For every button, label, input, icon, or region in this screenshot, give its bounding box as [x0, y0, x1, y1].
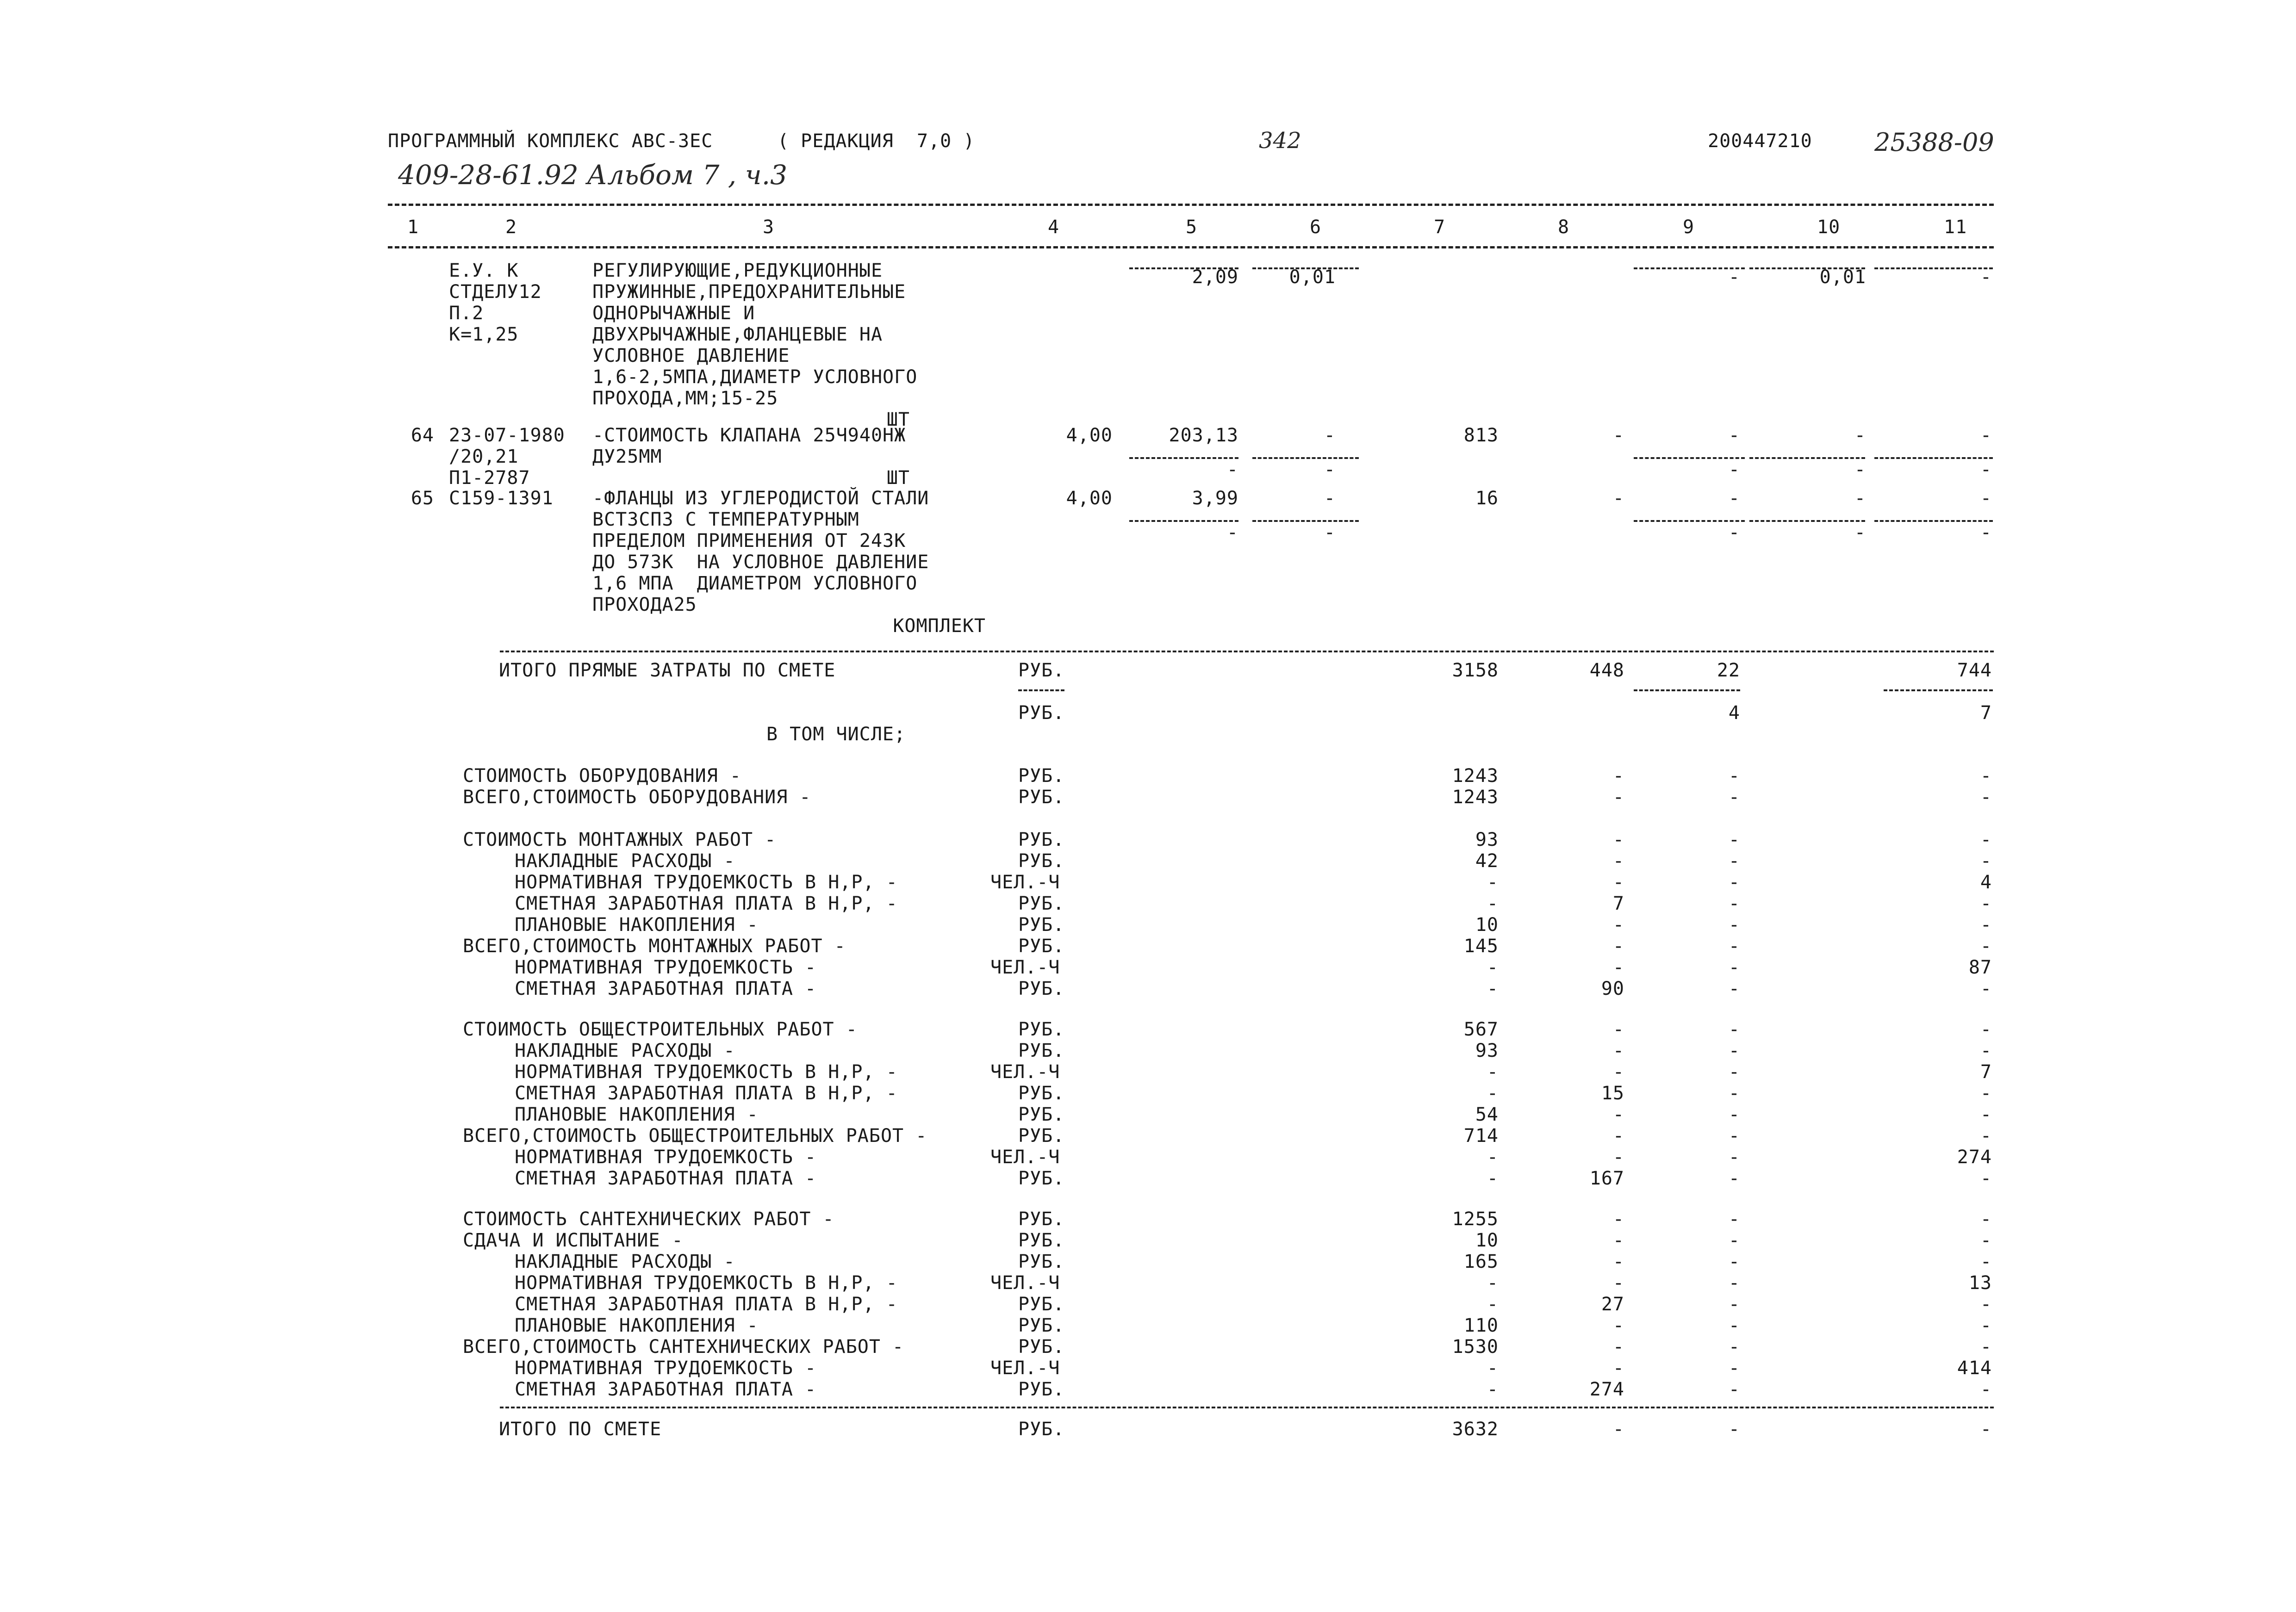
summary-v7: 10	[1475, 914, 1499, 936]
summary-unit: РУБ.	[1018, 1209, 1065, 1230]
summary-v11: -	[1980, 765, 1992, 787]
summary-label: СТОИМОСТЬ САНТЕХНИЧЕСКИХ РАБОТ -	[463, 1209, 834, 1230]
summary-label: НОРМАТИВНАЯ ТРУДОЕМКОСТЬ В Н,Р, -	[515, 1272, 898, 1294]
summary-unit: РУБ.	[1018, 1336, 1065, 1358]
summary-label: СТОИМОСТЬ МОНТАЖНЫХ РАБОТ -	[463, 829, 777, 850]
direct-costs-unit: РУБ.	[1018, 660, 1065, 681]
column-header-8: 8	[1558, 217, 1570, 238]
cell-v10: -	[1854, 488, 1866, 509]
summary-v9: -	[1728, 893, 1740, 914]
grand-total-rule	[500, 1407, 1994, 1408]
column-header-7: 7	[1434, 217, 1446, 238]
cell-divider	[1634, 689, 1740, 691]
summary-label: СМЕТНАЯ ЗАРАБОТНАЯ ПЛАТА В Н,Р, -	[515, 1294, 898, 1315]
summary-label: ВСЕГО,СТОИМОСТЬ САНТЕХНИЧЕСКИХ РАБОТ -	[463, 1336, 904, 1358]
cell-v10: -	[1854, 425, 1866, 446]
unit-of-measure: ШТ	[886, 409, 910, 430]
summary-v8: -	[1612, 1125, 1624, 1147]
cell-v10: 0,01	[1819, 266, 1866, 288]
summary-label: НАКЛАДНЫЕ РАСХОДЫ -	[515, 1040, 735, 1061]
summary-unit: РУБ.	[1018, 1168, 1065, 1189]
summary-label: ВСЕГО,СТОИМОСТЬ ОБОРУДОВАНИЯ -	[463, 787, 811, 808]
summary-v7: -	[1487, 1083, 1499, 1104]
subcell-s9: -	[1728, 521, 1740, 543]
summary-v7: -	[1487, 1147, 1499, 1168]
summary-v9: -	[1728, 1040, 1740, 1061]
summary-v11: -	[1980, 893, 1992, 914]
unit-of-measure: ШТ	[886, 467, 910, 489]
summary-label: ПЛАНОВЫЕ НАКОПЛЕНИЯ -	[515, 1104, 759, 1125]
cell-divider	[1634, 267, 1745, 269]
summary-v9: -	[1728, 914, 1740, 936]
cell-divider	[1634, 520, 1745, 522]
column-header-6: 6	[1310, 217, 1322, 238]
column-header-9: 9	[1683, 217, 1695, 238]
summary-v11: -	[1980, 1379, 1992, 1400]
cell-v5: 3,99	[1192, 488, 1238, 509]
summary-v11: -	[1980, 1083, 1992, 1104]
summary-label: СМЕТНАЯ ЗАРАБОТНАЯ ПЛАТА -	[515, 1379, 817, 1400]
cell-divider	[1634, 457, 1745, 459]
summary-v8: -	[1612, 936, 1624, 957]
cell-divider	[1018, 689, 1064, 691]
summary-unit: РУБ.	[1018, 1019, 1065, 1040]
work-description-line: ДУ25ММ	[592, 446, 662, 467]
summary-v7: -	[1487, 1272, 1499, 1294]
summary-v8: -	[1612, 1040, 1624, 1061]
work-description-line: ДВУХРЫЧАЖНЫЕ,ФЛАНЦЕВЫЕ НА	[592, 324, 883, 345]
column-header-3: 3	[763, 217, 775, 238]
summary-v7: 10	[1475, 1230, 1499, 1251]
summary-v9: -	[1728, 1315, 1740, 1336]
summary-unit: РУБ.	[1018, 1083, 1065, 1104]
summary-v7: -	[1487, 978, 1499, 999]
summary-v8: -	[1612, 1251, 1624, 1272]
summary-v7: 93	[1475, 1040, 1499, 1061]
cell-v7: 16	[1475, 488, 1499, 509]
summary-unit: РУБ.	[1018, 1315, 1065, 1336]
summary-v8: -	[1612, 957, 1624, 978]
summary-v7: 714	[1463, 1125, 1499, 1147]
grand-total-v7: 3632	[1452, 1419, 1499, 1440]
summary-v9: -	[1728, 1230, 1740, 1251]
summary-unit: ЧЕЛ.-Ч	[990, 1272, 1060, 1294]
grand-total-v11: -	[1980, 1419, 1992, 1440]
summary-v11: -	[1980, 787, 1992, 808]
summary-unit: РУБ.	[1018, 765, 1065, 787]
summary-v8: -	[1612, 1272, 1624, 1294]
header-bottom-rule	[388, 246, 1994, 248]
work-description-line: 1,6 МПА ДИАМЕТРОМ УСЛОВНОГО	[592, 573, 918, 594]
totals-top-rule	[500, 651, 1994, 652]
summary-v9: -	[1728, 1379, 1740, 1400]
summary-v8: -	[1612, 1061, 1624, 1083]
subcell-s10: -	[1854, 459, 1866, 480]
summary-v11: 87	[1968, 957, 1992, 978]
cell-divider	[1252, 520, 1359, 522]
cell-divider	[1129, 457, 1238, 459]
cell-v11: -	[1980, 488, 1992, 509]
summary-v9: -	[1728, 850, 1740, 872]
summary-label: НОРМАТИВНАЯ ТРУДОЕМКОСТЬ В Н,Р, -	[515, 872, 898, 893]
including-heading: В ТОМ ЧИСЛЕ;	[766, 724, 906, 745]
column-header-1: 1	[407, 217, 419, 238]
summary-v7: -	[1487, 893, 1499, 914]
summary-v11: -	[1980, 1125, 1992, 1147]
summary-v9: -	[1728, 1294, 1740, 1315]
summary-v11: -	[1980, 936, 1992, 957]
summary-v11: -	[1980, 978, 1992, 999]
summary-label: ПЛАНОВЫЕ НАКОПЛЕНИЯ -	[515, 1315, 759, 1336]
summary-v9: -	[1728, 1104, 1740, 1125]
cell-v6: -	[1324, 425, 1336, 446]
summary-label: НАКЛАДНЫЕ РАСХОДЫ -	[515, 850, 735, 872]
cell-v11: -	[1980, 266, 1992, 288]
handwritten-doc-number: 25388-09	[1874, 128, 1994, 157]
summary-label: ПЛАНОВЫЕ НАКОПЛЕНИЯ -	[515, 914, 759, 936]
direct-costs-v9: 22	[1717, 660, 1740, 681]
cell-v8: -	[1612, 425, 1624, 446]
work-description-line: 1,6-2,5МПА,ДИАМЕТР УСЛОВНОГО	[592, 366, 918, 388]
work-description-line: ОДНОРЫЧАЖНЫЕ И	[592, 303, 755, 324]
summary-unit: ЧЕЛ.-Ч	[990, 1147, 1060, 1168]
summary-v11: -	[1980, 1168, 1992, 1189]
summary-v8: -	[1612, 1315, 1624, 1336]
page-number: 342	[1259, 128, 1301, 154]
summary-v11: -	[1980, 1294, 1992, 1315]
summary-v9: -	[1728, 978, 1740, 999]
cell-v9: -	[1728, 266, 1740, 288]
summary-v7: 567	[1463, 1019, 1499, 1040]
summary-label: СМЕТНАЯ ЗАРАБОТНАЯ ПЛАТА В Н,Р, -	[515, 1083, 898, 1104]
summary-unit: РУБ.	[1018, 1294, 1065, 1315]
summary-v8: -	[1612, 1209, 1624, 1230]
summary-v11: -	[1980, 1251, 1992, 1272]
cell-divider	[1874, 520, 1993, 522]
document-code: 200447210	[1708, 130, 1812, 152]
summary-v8: -	[1612, 1230, 1624, 1251]
summary-v7: 1243	[1452, 787, 1499, 808]
column-header-5: 5	[1186, 217, 1198, 238]
norm-code-line: С159-1391	[449, 488, 554, 509]
norm-code-line: Е.У. К	[449, 260, 519, 281]
summary-v11: 274	[1957, 1147, 1992, 1168]
summary-label: СДАЧА И ИСПЫТАНИЕ -	[463, 1230, 684, 1251]
summary-v9: -	[1728, 1272, 1740, 1294]
summary-unit: РУБ.	[1018, 1251, 1065, 1272]
cell-divider	[1749, 457, 1865, 459]
work-description-line: ДО 573К НА УСЛОВНОЕ ДАВЛЕНИЕ	[592, 552, 929, 573]
subcell-s6: -	[1324, 459, 1336, 480]
summary-v9: -	[1728, 872, 1740, 893]
direct-costs-v8: 448	[1589, 660, 1624, 681]
direct-costs-unit-2: РУБ.	[1018, 702, 1065, 724]
summary-v11: -	[1980, 1209, 1992, 1230]
subcell-s9: -	[1728, 459, 1740, 480]
handwritten-album-note: 409-28-61.92 Альбом 7 , ч.3	[398, 159, 788, 191]
cell-divider	[1129, 520, 1238, 522]
cell-v4: 4,00	[1066, 488, 1113, 509]
summary-v8: -	[1612, 829, 1624, 850]
summary-v8: -	[1612, 850, 1624, 872]
summary-v7: 110	[1463, 1315, 1499, 1336]
summary-v7: -	[1487, 957, 1499, 978]
cell-v6: -	[1324, 488, 1336, 509]
summary-label: НОРМАТИВНАЯ ТРУДОЕМКОСТЬ -	[515, 957, 817, 978]
summary-v8: 27	[1601, 1294, 1624, 1315]
direct-costs-v7: 3158	[1452, 660, 1499, 681]
work-description-line: ПРОХОДА25	[592, 594, 697, 615]
cell-v9: -	[1728, 488, 1740, 509]
cell-v4: 4,00	[1066, 425, 1113, 446]
cell-divider	[1129, 267, 1238, 269]
summary-unit: РУБ.	[1018, 787, 1065, 808]
norm-code-line: СТДЕЛУ12	[449, 281, 542, 303]
summary-v11: 414	[1957, 1358, 1992, 1379]
summary-v9: -	[1728, 1336, 1740, 1358]
norm-code-line: 23-07-1980	[449, 425, 565, 446]
work-description-line: -ФЛАНЦЫ ИЗ УГЛЕРОДИСТОЙ СТАЛИ	[592, 488, 929, 509]
summary-v9: -	[1728, 1061, 1740, 1083]
summary-label: ВСЕГО,СТОИМОСТЬ ОБЩЕСТРОИТЕЛЬНЫХ РАБОТ -	[463, 1125, 927, 1147]
summary-label: СМЕТНАЯ ЗАРАБОТНАЯ ПЛАТА -	[515, 978, 817, 999]
column-header-4: 4	[1048, 217, 1060, 238]
cell-divider	[1884, 689, 1993, 691]
summary-v7: -	[1487, 1294, 1499, 1315]
summary-v7: 1530	[1452, 1336, 1499, 1358]
summary-v7: 1255	[1452, 1209, 1499, 1230]
subcell-s6: -	[1324, 521, 1336, 543]
program-edition: ( РЕДАКЦИЯ 7,0 )	[778, 130, 975, 152]
work-description-line: УСЛОВНОЕ ДАВЛЕНИЕ	[592, 345, 790, 366]
summary-v7: 93	[1475, 829, 1499, 850]
cell-divider	[1874, 267, 1993, 269]
summary-v9: -	[1728, 1358, 1740, 1379]
grand-total-v8: -	[1612, 1419, 1624, 1440]
summary-v9: -	[1728, 1147, 1740, 1168]
summary-unit: РУБ.	[1018, 914, 1065, 936]
summary-v11: -	[1980, 1315, 1992, 1336]
cell-divider	[1749, 267, 1865, 269]
summary-unit: РУБ.	[1018, 829, 1065, 850]
summary-label: НАКЛАДНЫЕ РАСХОДЫ -	[515, 1251, 735, 1272]
summary-v11: -	[1980, 1104, 1992, 1125]
summary-v11: -	[1980, 850, 1992, 872]
summary-unit: РУБ.	[1018, 850, 1065, 872]
subcell-s5: -	[1226, 521, 1238, 543]
summary-v9: -	[1728, 957, 1740, 978]
norm-code-line: /20,21	[449, 446, 519, 467]
summary-v9: -	[1728, 1251, 1740, 1272]
cell-divider	[1252, 267, 1359, 269]
summary-label: НОРМАТИВНАЯ ТРУДОЕМКОСТЬ В Н,Р, -	[515, 1061, 898, 1083]
summary-v8: 167	[1589, 1168, 1624, 1189]
summary-v9: -	[1728, 1168, 1740, 1189]
summary-v7: -	[1487, 872, 1499, 893]
grand-total-v9: -	[1728, 1419, 1740, 1440]
direct-costs-v11b: 7	[1980, 702, 1992, 724]
cell-divider	[1252, 457, 1359, 459]
summary-label: СМЕТНАЯ ЗАРАБОТНАЯ ПЛАТА В Н,Р, -	[515, 893, 898, 914]
summary-v8: -	[1612, 1147, 1624, 1168]
column-header-10: 10	[1817, 217, 1841, 238]
summary-v8: -	[1612, 765, 1624, 787]
summary-v8: -	[1612, 1358, 1624, 1379]
summary-v9: -	[1728, 829, 1740, 850]
summary-unit: РУБ.	[1018, 936, 1065, 957]
direct-costs-label: ИТОГО ПРЯМЫЕ ЗАТРАТЫ ПО СМЕТЕ	[499, 660, 836, 681]
summary-unit: ЧЕЛ.-Ч	[990, 872, 1060, 893]
summary-unit: РУБ.	[1018, 978, 1065, 999]
unit-of-measure: КОМПЛЕКТ	[893, 615, 986, 637]
cell-v5: 203,13	[1169, 425, 1238, 446]
subcell-s11: -	[1980, 521, 1992, 543]
norm-code-line: К=1,25	[449, 324, 519, 345]
summary-v8: -	[1612, 914, 1624, 936]
column-header-2: 2	[505, 217, 517, 238]
cell-divider	[1749, 520, 1865, 522]
summary-v9: -	[1728, 765, 1740, 787]
cell-v9: -	[1728, 425, 1740, 446]
summary-label: СТОИМОСТЬ ОБОРУДОВАНИЯ -	[463, 765, 741, 787]
top-rule	[388, 204, 1994, 206]
summary-v11: -	[1980, 1019, 1992, 1040]
summary-v11: -	[1980, 1040, 1992, 1061]
summary-label: НОРМАТИВНАЯ ТРУДОЕМКОСТЬ -	[515, 1358, 817, 1379]
summary-v7: 54	[1475, 1104, 1499, 1125]
summary-label: ВСЕГО,СТОИМОСТЬ МОНТАЖНЫХ РАБОТ -	[463, 936, 846, 957]
row-number: 65	[411, 488, 434, 509]
cell-v6: 0,01	[1289, 266, 1336, 288]
summary-unit: РУБ.	[1018, 893, 1065, 914]
summary-v11: -	[1980, 914, 1992, 936]
work-description-line: ВСТ3СП3 С ТЕМПЕРАТУРНЫМ	[592, 509, 859, 530]
row-number: 64	[411, 425, 434, 446]
grand-total-label: ИТОГО ПО СМЕТЕ	[499, 1419, 662, 1440]
summary-unit: РУБ.	[1018, 1125, 1065, 1147]
direct-costs-v9b: 4	[1728, 702, 1740, 724]
norm-code-line: П.2	[449, 303, 484, 324]
summary-v9: -	[1728, 1083, 1740, 1104]
summary-unit: РУБ.	[1018, 1104, 1065, 1125]
summary-v8: 15	[1601, 1083, 1624, 1104]
cell-divider	[1874, 457, 1993, 459]
summary-unit: ЧЕЛ.-Ч	[990, 1061, 1060, 1083]
summary-label: СМЕТНАЯ ЗАРАБОТНАЯ ПЛАТА -	[515, 1168, 817, 1189]
grand-total-unit: РУБ.	[1018, 1419, 1065, 1440]
summary-v9: -	[1728, 1209, 1740, 1230]
column-header-11: 11	[1944, 217, 1967, 238]
summary-v8: 90	[1601, 978, 1624, 999]
summary-v8: -	[1612, 1104, 1624, 1125]
direct-costs-v11: 744	[1957, 660, 1992, 681]
subcell-s5: -	[1226, 459, 1238, 480]
summary-v9: -	[1728, 936, 1740, 957]
summary-unit: РУБ.	[1018, 1379, 1065, 1400]
summary-v11: 4	[1980, 872, 1992, 893]
summary-v8: -	[1612, 787, 1624, 808]
summary-v8: -	[1612, 1019, 1624, 1040]
work-description-line: ПРЕДЕЛОМ ПРИМЕНЕНИЯ ОТ 243К	[592, 530, 906, 552]
work-description-line: ПРУЖИННЫЕ,ПРЕДОХРАНИТЕЛЬНЫЕ	[592, 281, 906, 303]
cell-v8: -	[1612, 488, 1624, 509]
cell-v7: 813	[1463, 425, 1499, 446]
summary-v7: -	[1487, 1168, 1499, 1189]
summary-v7: -	[1487, 1358, 1499, 1379]
work-description-line: -СТОИМОСТЬ КЛАПАНА 25Ч940НЖ	[592, 425, 906, 446]
summary-v7: 1243	[1452, 765, 1499, 787]
summary-label: НОРМАТИВНАЯ ТРУДОЕМКОСТЬ -	[515, 1147, 817, 1168]
cell-v5: 2,09	[1192, 266, 1238, 288]
summary-v7: 165	[1463, 1251, 1499, 1272]
summary-unit: РУБ.	[1018, 1230, 1065, 1251]
summary-unit: РУБ.	[1018, 1040, 1065, 1061]
summary-v8: 274	[1589, 1379, 1624, 1400]
summary-v11: -	[1980, 1230, 1992, 1251]
summary-label: СТОИМОСТЬ ОБЩЕСТРОИТЕЛЬНЫХ РАБОТ -	[463, 1019, 858, 1040]
summary-v11: -	[1980, 829, 1992, 850]
summary-v7: -	[1487, 1061, 1499, 1083]
summary-v8: -	[1612, 872, 1624, 893]
summary-unit: ЧЕЛ.-Ч	[990, 957, 1060, 978]
summary-v7: -	[1487, 1379, 1499, 1400]
summary-v11: -	[1980, 1336, 1992, 1358]
summary-v8: 7	[1612, 893, 1624, 914]
summary-v7: 42	[1475, 850, 1499, 872]
summary-v9: -	[1728, 787, 1740, 808]
norm-code-line: П1-2787	[449, 467, 530, 489]
summary-v11: 7	[1980, 1061, 1992, 1083]
summary-v8: -	[1612, 1336, 1624, 1358]
work-description-line: ПРОХОДА,ММ;15-25	[592, 388, 778, 409]
summary-v9: -	[1728, 1019, 1740, 1040]
work-description-line: РЕГУЛИРУЮЩИЕ,РЕДУКЦИОННЫЕ	[592, 260, 883, 281]
cell-v11: -	[1980, 425, 1992, 446]
summary-unit: ЧЕЛ.-Ч	[990, 1358, 1060, 1379]
summary-v9: -	[1728, 1125, 1740, 1147]
subcell-s10: -	[1854, 521, 1866, 543]
program-title: ПРОГРАММНЫЙ КОМПЛЕКС АВС-3ЕС	[388, 130, 713, 152]
summary-v11: 13	[1968, 1272, 1992, 1294]
summary-v7: 145	[1463, 936, 1499, 957]
subcell-s11: -	[1980, 459, 1992, 480]
